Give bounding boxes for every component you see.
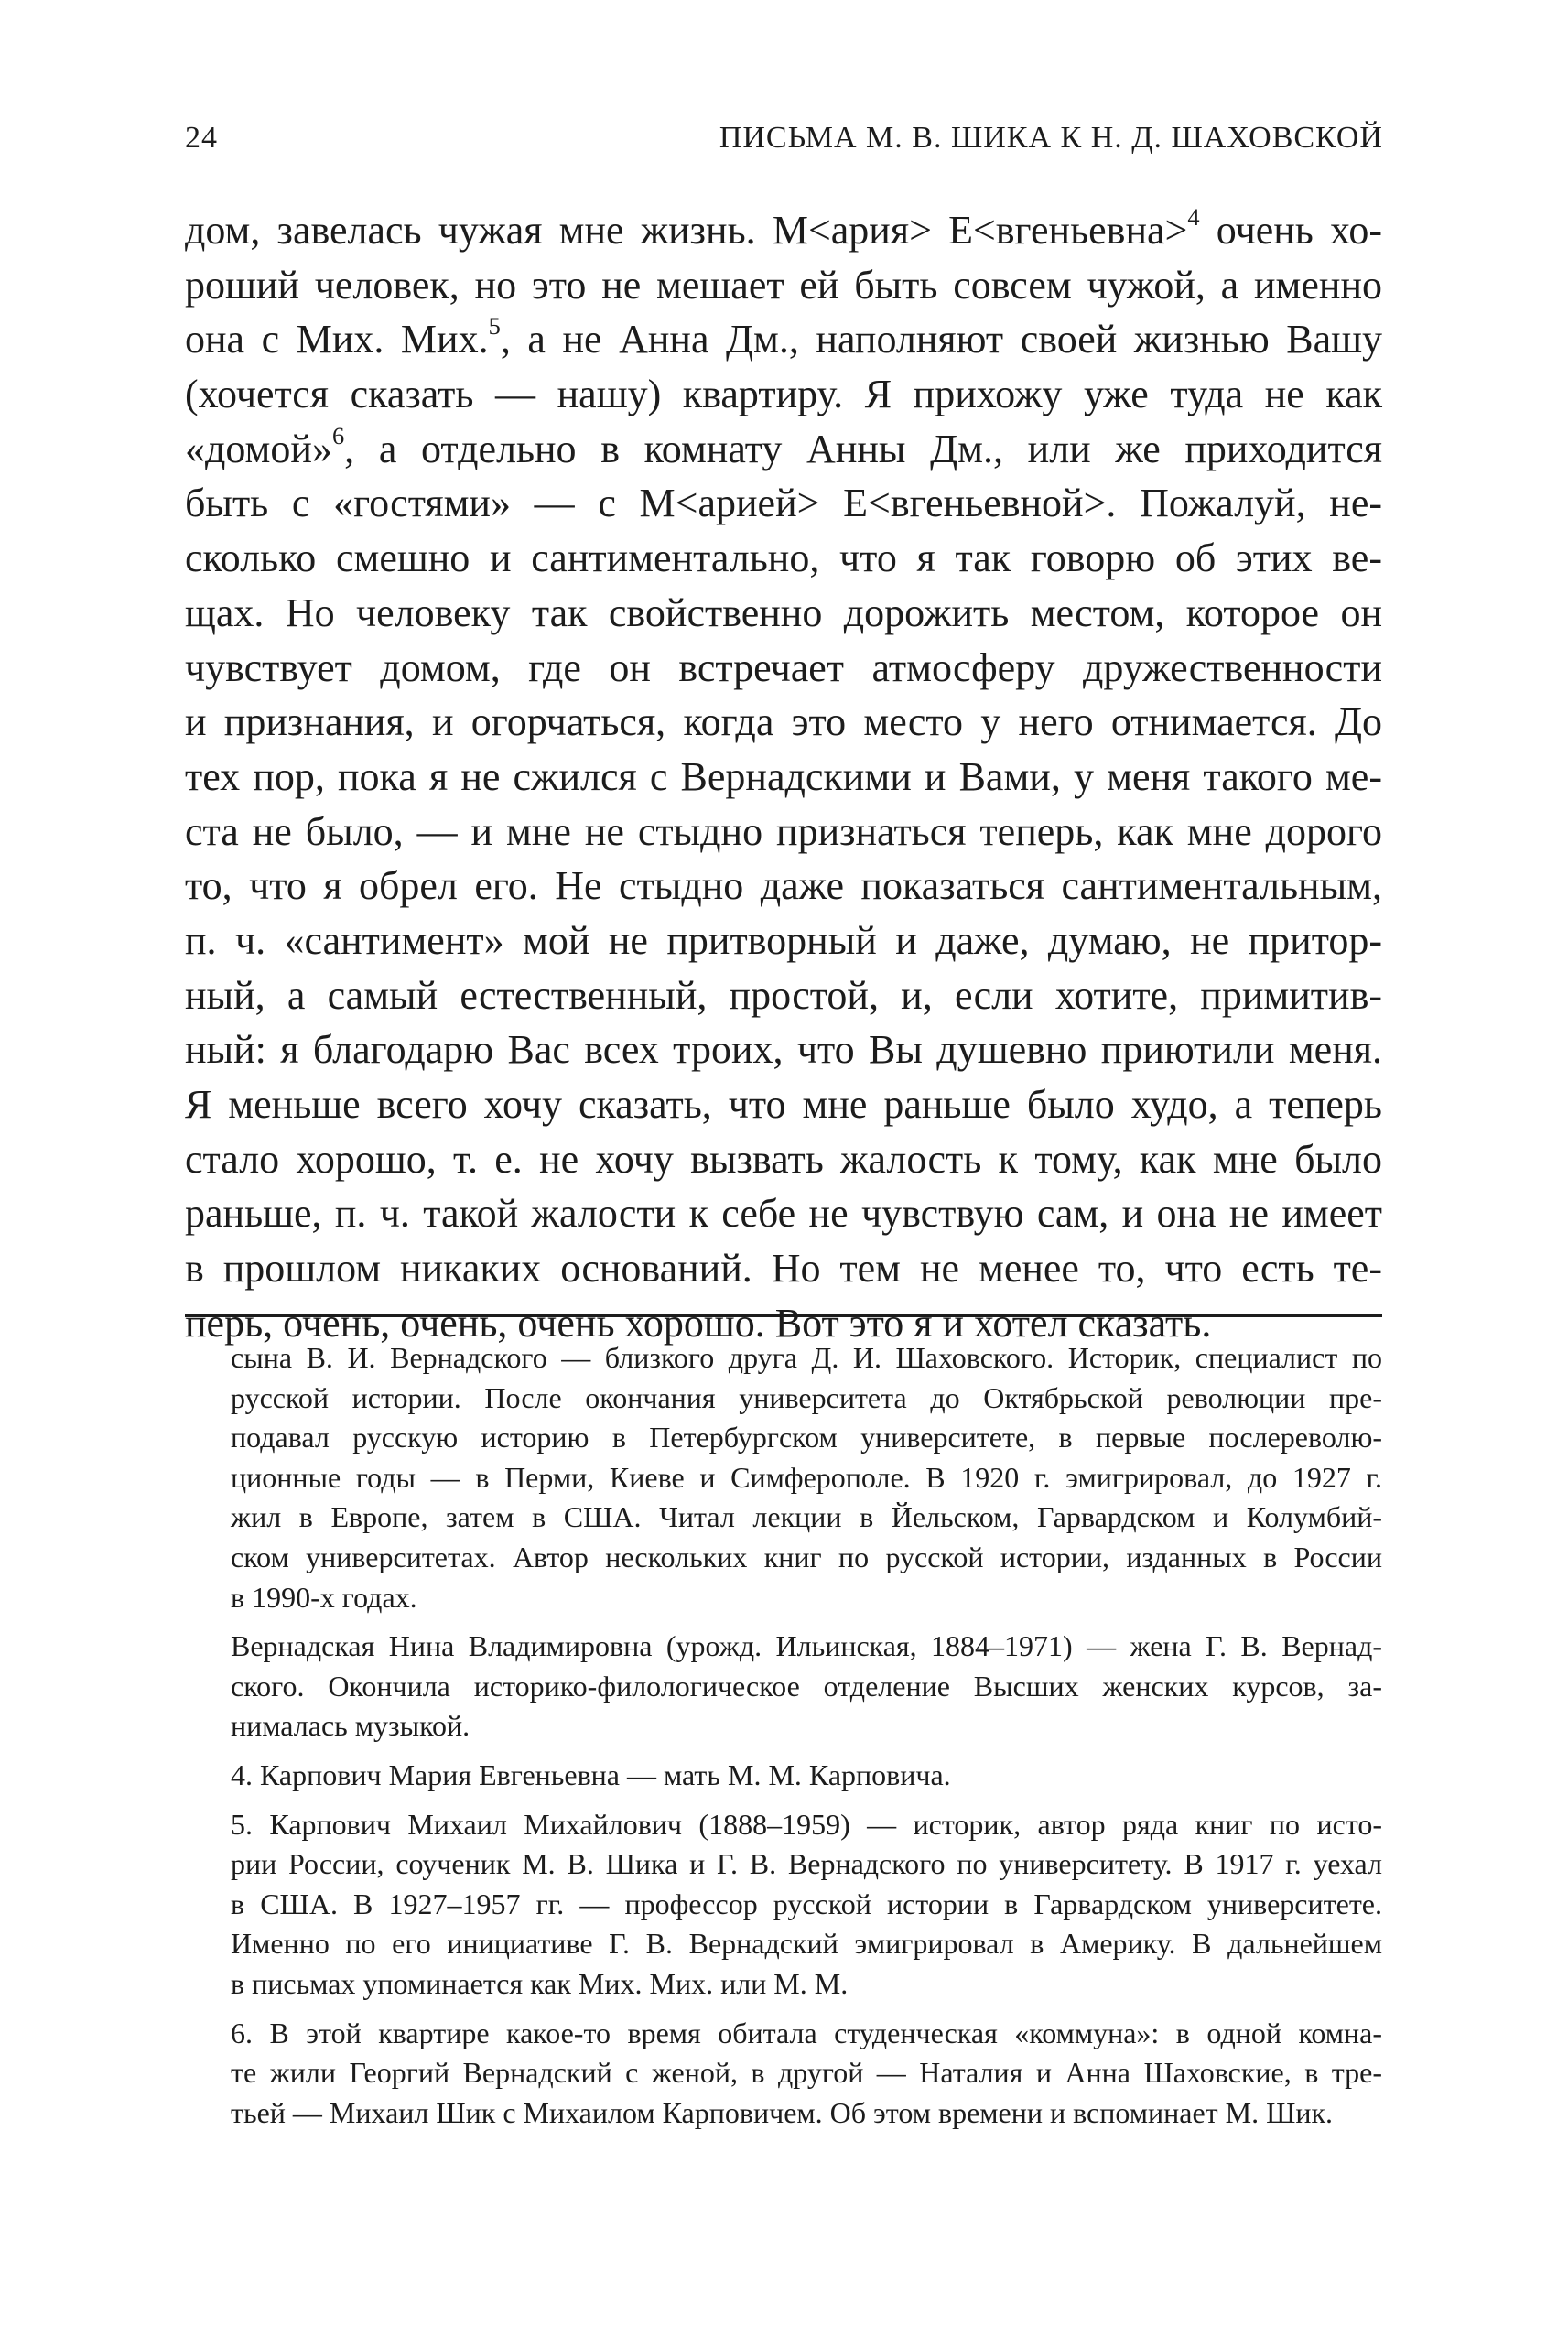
footnote-line: 5. Карпович Михаил Михайлович (1888–1959) — историк, автор ряда книг по исто- bbox=[231, 1807, 1382, 1841]
footnote-line: в письмах упоминается как Мих. Мих. или М. М. bbox=[231, 1966, 849, 2000]
footnote-line: ском университетах. Автор нескольких книг по русской истории, изданных в России bbox=[231, 1540, 1382, 1573]
running-header bbox=[185, 121, 1383, 167]
text-line: то, что я обрел его. Не стыдно даже показаться сантиментальным, bbox=[185, 863, 1382, 909]
footnote-line: рии России, соученик М. В. Шика и Г. В. Вернадского по университету. В 1917 г. уехал bbox=[231, 1847, 1382, 1881]
running-title: ПИСЬМА М. В. ШИКА К Н. Д. ШАХОВСКОЙ bbox=[719, 121, 1383, 155]
footnote-line: 4. Карпович Мария Евгеньевна — мать М. М. Карповича. bbox=[231, 1757, 951, 1791]
text-line: дом, завелась чужая мне жизнь. М<ария> Е<вгеньевна>$^4$ очень хо- bbox=[185, 203, 1382, 253]
text-line: сколько смешно и сантиментально, что я так говорю об этих ве- bbox=[185, 535, 1382, 581]
text-line: в прошлом никаких оснований. Но тем не менее то, что есть те- bbox=[185, 1246, 1382, 1292]
footnote-line: нималась музыкой. bbox=[231, 1709, 470, 1743]
footnotes bbox=[231, 1338, 1382, 2142]
footnote-line: в США. В 1927–1957 гг. — профессор русской истории в Гарвардском университете. bbox=[231, 1887, 1382, 1920]
footnote bbox=[231, 1627, 1382, 1746]
text-line: ный, а самый естественный, простой, и, если хотите, примитив- bbox=[185, 972, 1382, 1018]
text-line: быть с «гостями» — с М<арией> Е<вгеньевной>. Пожалуй, не- bbox=[185, 481, 1382, 526]
text-line: ста не было, — и мне не стыдно признаться теперь, как мне дорого bbox=[185, 808, 1382, 854]
footnote-separator bbox=[185, 1314, 1382, 1317]
text-line: п. ч. «сантимент» мой не притворный и даже, думаю, не притор- bbox=[185, 917, 1382, 963]
text-line: стало хорошо, т. е. не хочу вызвать жалость к тому, как мне было bbox=[185, 1136, 1382, 1182]
footnote-line: сына В. И. Вернадского — близкого друга Д. И. Шаховского. Историк, специалист по bbox=[231, 1341, 1382, 1374]
footnote-5 bbox=[231, 1805, 1382, 2005]
footnote-line: 6. В этой квартире какое-то время обитала студенческая «коммуна»: в одной комна- bbox=[231, 2016, 1382, 2049]
footnote-line: ского. Окончила историко-филологическое отделение Высших женских курсов, за- bbox=[231, 1669, 1382, 1703]
main-text bbox=[185, 203, 1382, 1350]
text-line: ный: я благодарю Вас всех троих, что Вы душевно приютили меня. bbox=[185, 1027, 1382, 1073]
text-line: чувствует домом, где он встречает атмосферу дружественности bbox=[185, 644, 1382, 690]
footnote-line: в 1990-х годах. bbox=[231, 1580, 417, 1614]
footnote bbox=[231, 1338, 1382, 1617]
text-line: она с Мих. Мих.$^5$, а не Анна Дм., наполняют своей жизнью Вашу bbox=[185, 312, 1382, 362]
text-line: раньше, п. ч. такой жалости к себе не чувствую сам, и она не имеет bbox=[185, 1191, 1382, 1237]
footnote-line: ционные годы — в Перми, Киеве и Симферополе. В 1920 г. эмигрировал, до 1927 г. bbox=[231, 1460, 1382, 1494]
text-line: роший человек, но это не мешает ей быть совсем чужой, а именно bbox=[185, 262, 1382, 308]
text-line: (хочется сказать — нашу) квартиру. Я прихожу уже туда не как bbox=[185, 372, 1382, 417]
page-number: 24 bbox=[185, 121, 218, 155]
footnote-ref: 6 bbox=[331, 421, 345, 449]
footnote-line: тьей — Михаил Шик с Михаилом Карповичем. Об этом времени и вспоминает М. Шик. bbox=[231, 2095, 1334, 2129]
footnote-ref: 5 bbox=[488, 312, 501, 341]
text-line: «домой»$^6$, а отдельно в комнату Анны Дм., или же приходится bbox=[185, 421, 1382, 471]
footnote-line: те жили Георгий Вернадский с женой, в другой — Наталия и Анна Шаховские, в тре- bbox=[231, 2056, 1382, 2090]
text-line: перь, очень, очень, очень хорошо. Вот это я и хотел сказать. bbox=[185, 1300, 1212, 1346]
footnote-line: подавал русскую историю в Петербургском университете, в первые послереволю- bbox=[231, 1421, 1382, 1454]
text-line: тех пор, пока я не сжился с Вернадскими и Вами, у меня такого ме- bbox=[185, 753, 1382, 799]
text-line: и признания, и огорчаться, когда это место у него отнимается. До bbox=[185, 699, 1382, 745]
footnote-line: Именно по его инициативе Г. В. Вернадский эмигрировал в Америку. В дальнейшем bbox=[231, 1927, 1382, 1961]
footnote-line: жил в Европе, затем в США. Читал лекции в Йельском, Гарвардском и Колумбий- bbox=[231, 1500, 1382, 1534]
text-line: щах. Но человеку так свойственно дорожить местом, которое он bbox=[185, 589, 1382, 635]
footnote-ref: 4 bbox=[1187, 203, 1200, 232]
text-line: Я меньше всего хочу сказать, что мне раньше было худо, а теперь bbox=[185, 1082, 1382, 1127]
footnote-line: Вернадская Нина Владимировна (урожд. Ильинская, 1884–1971) — жена Г. В. Вернад- bbox=[231, 1629, 1382, 1663]
footnote-6 bbox=[231, 2014, 1382, 2134]
footnote-4 bbox=[231, 1756, 1382, 1796]
footnote-line: русской истории. После окончания университета до Октябрьской революции пре- bbox=[231, 1380, 1382, 1414]
